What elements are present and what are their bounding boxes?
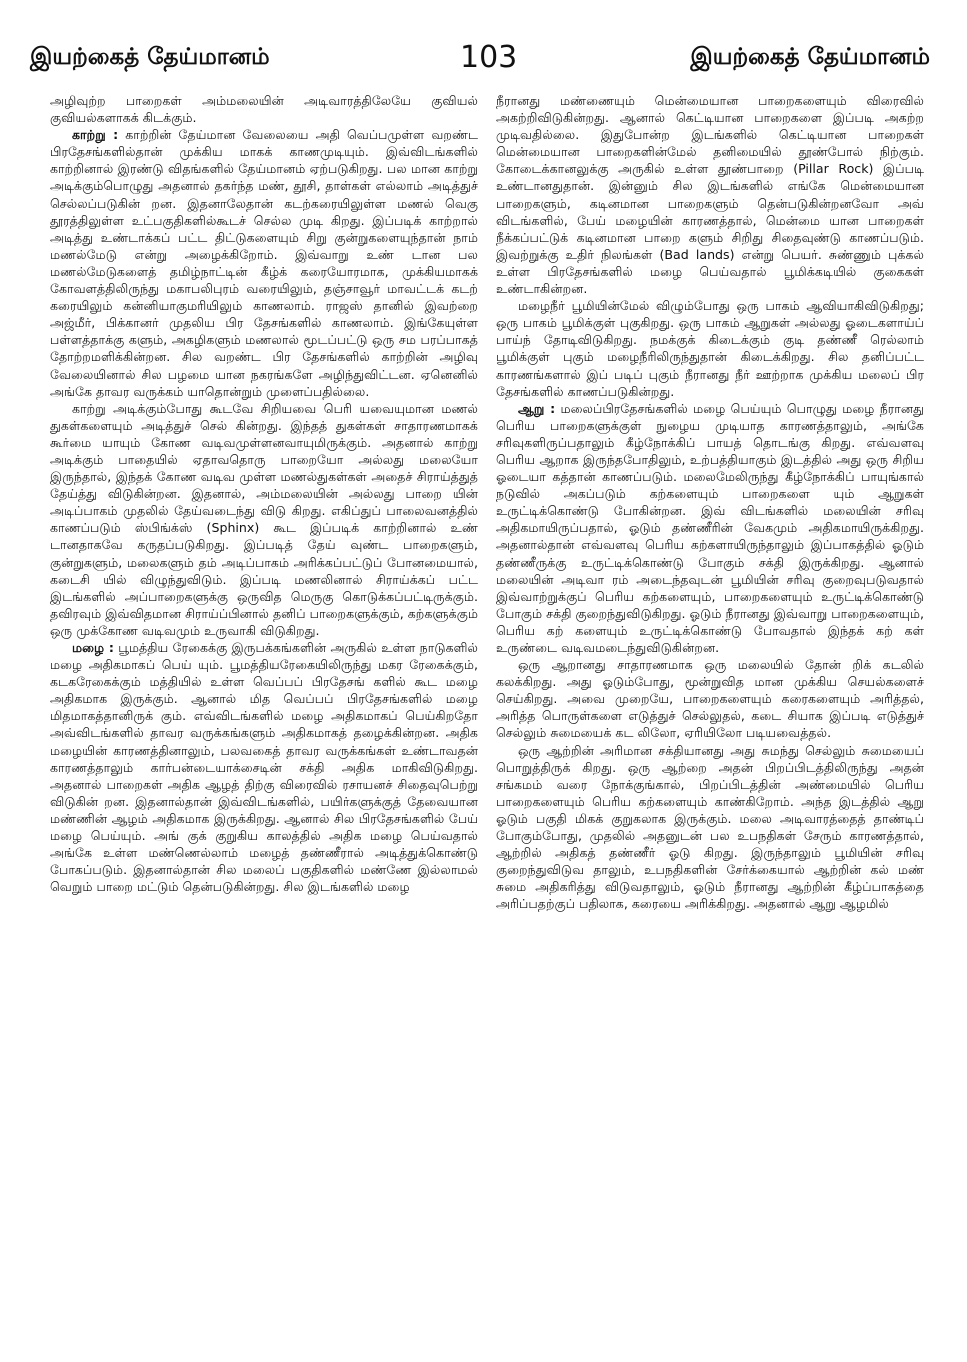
paragraph: நீரானது மண்ணையும் மென்மையான பாறைகளையும் விரைவில் அகற்றிவிடுகின்றது. ஆனால் கெட்டியான பாறைகளை இப்படி அகற்ற முடிவதில்லை. இதுபோன்ற இடங்களில் கெட்டியான பாறைகள் மென்மையான பாறைகளின்மேல் தனிமையில் தூண்போல் நிற்கும். கோடைக்கானலுக்கு அருகில் உள்ள தூண்பாறை (Pillar Rock) இப்படி உண்டானதுதான். இன்னும் சில இடங்களில் எங்கே மென்மையான பாறைகளும், கடினமான பாறைகளும் தென்படுகின்றனவோ அவ் விடங்களில், பேய் மழையின் காரணத்தால், மென்மை யான பாறைகள் நீக்கப்பட்டுக் கடினமான பாறை களும் சிறிது சிதைவுண்டு காணப்படும். இவற்றுக்கு உதிர் நிலங்கள் (Bad lands) என்று பெயர். சுண்ணும் புக்கல் உள்ள பிரதேசங்களில் மழை பெய்வதால் பூமிக்கடியில் குகைகள் உண்டாகின்றன. [496, 93, 924, 297]
section-term: காற்று : [72, 127, 119, 143]
paragraph: காற்று அடிக்கும்போது கூடவே சிறியவை பெரி யவையுமான மணல் துகள்களையும் அடித்துச் செல் கின்றது. இந்தத் துகள்கள் சாதாரணமாகக் கூர்மை யாயும் கோண வடிவமுள்ளனவாயுமிருக்கும். அதனால் காற்று அடிக்கும் பாதையில் ஏதாவதொரு பாறையோ அல்லது மலையோ இருந்தால், இந்தக் கோண வடிவ முள்ள மணல்துகள்கள் அதைச் சிராய்த்துத் தேய்த்து விடுகின்றன. இதனால், அம்மலையின் அல்லது பாறை யின் அடிப்பாகம் முதலில் தேய்வடைந்து விடு கிறது. எகிப்துப் பாலைவனத்தில் காணப்படும் ஸ்பிங்க்ஸ் (Sphinx) கூட இப்படிக் காற்றினால் உண் டானதாகவே கருதப்படுகிறது. இப்படித் தேய் வுண்ட பாறைகளும், குன்றுகளும், மலைகளும் தம் அடிப்பாகம் அரிக்கப்பட்டுப் போனமையால், கடைசி யில் விழுந்துவிடும். இப்படி மணலினால் சிராய்க்கப் பட்ட இடங்களில் அப்பாறைகளுக்கு ஒருவித மெருகு கொடுக்கப்பட்டிருக்கும். தவிரவும் இவ்விதமான சிராய்ப்பினால் தனிப் பாறைகளுக்கும், கற்களுக்கும் ஒரு முக்கோண வடிவமும் உருவாகி விடுகிறது. [50, 400, 478, 638]
paragraph: ஒரு ஆற்றின் அரிமான சக்தியானது அது சுமந்து செல்லும் சுமையைப் பொறுத்திருக் கிறது. ஒரு ஆற்றை அதன் பிறப்பிடத்திலிருந்து அதன் சங்கமம் வரை நோக்குங்கால், பிறப்பிடத்தின் அண்மையில் பெரிய பாறைகளையும் பெரிய கற்களையும் காண்கிறோம். அந்த இடத்தில் ஆறு ஓடும் பகுதி மிகக் குறுகலாக இருக்கும். மலை அடிவாரத்தைத் தாண்டிப் போகும்போது, முதலில் அதனுடன் பல உபநதிகள் சேரும் காரணத்தால், ஆற்றில் அதிகத் தண்ணீர் ஓடு கிறது. இருந்தாலும் பூமியின் சரிவு குறைந்துவிடுவ தாலும், உபநதிகளின் சேர்க்கையால் ஆற்றின் கல் மண் சுமை அதிகரித்து விடுவதாலும், ஓடும் நீரானது ஆற்றின் கீழ்ப்பாகத்தை அரிப்பதற்குப் பதிலாக, கரையை அரிக்கிறது. அதனால் ஆறு ஆழமில் [496, 742, 924, 912]
paragraph: காற்று : காற்றின் தேய்மான வேலையை அதி வெப்பமுள்ள வறண்ட பிரதேசங்களில்தான் முக்கிய மாகக் காணமுடியும். இவ்விடங்களில் காற்றினால் இரண்டு விதங்களில் தேய்மானம் ஏற்படுகிறது. பல மான காற்று அடிக்கும்பொழுது அதனால் தகர்ந்த மண், தூசி, தாள்கள் எல்லாம் அடித்துச் செல்லப்படுகின் றன. இதனாலேதான் கடற்கரையிலுள்ள மணல் வெகு தூரத்திலுள்ள உட்பகுதிகளில்கூடச் செல்ல முடி கிறது. இப்படிக் காற்றால் அடித்து உண்டாக்கப் பட்ட திட்டுகளையும் சிறு குன்றுகளையுந்தான் நாம் மணல்மேடு என்று அழைக்கிறோம். இவ்வாறு உண் டான பல மணல்மேடுகளைத் தமிழ்நாட்டின் கீழ்க் கரையோரமாக, முக்கியமாகக் கோவளத்திலிருந்து மகாபலிபுரம் வரையிலும், தஞ்சாவூர் மாவட்டக் கடற் கரையிலும் கன்னியாகுமரியிலும் காணலாம். ராஜஸ் தானில் இவற்றை அஜ்மீர், பிக்கானர் முதலிய பிர தேசங்களில் காணலாம். இங்கேயுள்ள பள்ளத்தாக்கு களும், அகழிகளும் மணலால் மூடப்பட்டு ஒரு சம பரப்பாகத் தோற்றமளிக்கின்றன. சில வறண்ட பிர தேசங்களில் காற்றின் அழிவு வேலையினால் சில பழமை யான நகரங்களே அழிந்துவிட்டன. ஏனெனில் அங்கே தாவர வருக்கம் யாதொன்றும் முளைப்பதில்லை. [50, 127, 478, 399]
section-term: மழை : [72, 640, 114, 655]
header-left-title: இயற்கைத் தேய்மானம் [30, 44, 270, 70]
right-column [496, 92, 924, 1342]
paragraph: மழைநீர் பூமியின்மேல் விழும்போது ஒரு பாகம் ஆவியாகிவிடுகிறது; ஒரு பாகம் பூமிக்குள் புகுகிறது. ஒரு பாகம் ஆறுகள் அல்லது ஓடைகளாய்ப் பாய்ந் தோடிவிடுகிறது. நமக்குக் கிடைக்கும் குடி தண்ணீ ரெல்லாம் பூமிக்குள் புகும் மழைநீரிலிருந்துதான் கிடைக்கிறது. சில தனிப்பட்ட காரணங்களால் இப் படிப் புகும் நீரானது நீர் ஊற்றாக முக்கிய மலைப் பிர தேசங்களில் காணப்படுகின்றது. [496, 298, 924, 399]
header-right-title: இயற்கைத் தேய்மானம் [690, 44, 930, 70]
paragraph: ஒரு ஆறானது சாதாரணமாக ஒரு மலையில் தோன் றிக் கடலில் கலக்கிறது. அது ஓடும்போது, மூன்றுவித மான முக்கிய செயல்களைச் செய்கிறது. அவை முறையே, பாறைகளையும் கரைகளையும் அரித்தல், அரித்த பொருள்களை எடுத்துச் செல்லுதல், கடை சியாக இப்படி எடுத்துச் செல்லும் சுமையைக் கட லிலோ, ஏரியிலோ படியவைத்தல். [496, 657, 924, 741]
paragraph: அழிவுற்ற பாறைகள் அம்மலையின் அடிவாரத்திலேயே குவியல் குவியல்களாகக் கிடக்கும். [50, 93, 478, 126]
paragraph: ஆறு : மலைப்பிரதேசங்களில் மழை பெய்யும் பொழுது மழை நீரானது பெரிய பாறைகளுக்குள் நுழைய முடியாத காரணத்தாலும், அங்கே சரிவுகளிருப்பதாலும் கீழ்நோக்கிப் பாயத் தொடங்கு கிறது. எவ்வளவு பெரிய ஆறாக இருந்தபோதிலும், உற்பத்தியாகும் இடத்தில் அது ஒரு சிறிய ஓடையா கத்தான் காணப்படும். மலைமேலிருந்து கீழ்நோக்கிப் பாயுங்கால் நடுவில் அகப்படும் கற்களையும் பாறைகளை யும் ஆறுகள் உருட்டிக்கொண்டு போகின்றன. இவ் விடங்களில் மலையின் சரிவு அதிகமாயிருப்பதால், ஓடும் தண்ணீரின் வேகமும் அதிகமாயிருக்கிறது. அதனால்தான் எவ்வளவு பெரிய கற்களாயிருந்தாலும் இப்பாகத்தில் ஓடும் தண்ணீருக்கு உருட்டிக்கொண்டு போகும் சக்தி இருக்கிறது. ஆனால் மலையின் அடிவா ரம் அடைந்தவுடன் பூமியின் சரிவு குறைவுபடுவதால் இவ்வாற்றுக்குப் பெரிய கற்களையும், பாறைகளையும் உருட்டிக்கொண்டு போகும் சக்தி குறைந்துவிடுகிறது. ஓடும் நீரானது இவ்வாறு பாறைகளையும், பெரிய கற் களையும் உருட்டிக்கொண்டு போவதால் இந்தக் கற் கள் உருண்டை வடிவமடைந்துவிடுகின்றன. [496, 400, 924, 655]
section-term: ஆறு : [518, 400, 556, 416]
paragraph: மழை : பூமத்திய ரேகைக்கு இருபக்கங்களின் அருகில் உள்ள நாடுகளில் மழை அதிகமாகப் பெய் யும். பூமத்தியரேகையிலிருந்து மகர ரேகைக்கும், கடகரேகைக்கும் மத்தியில் உள்ள வெப்பப் பிரதேசங் களில் கூட மழை அதிகமாக இருக்கும். ஆனால் மித வெப்பப் பிரதேசங்களில் மழை மிதமாகத்தானிருக் கும். எவ்விடங்களில் மழை அதிகமாகப் பெய்கிறதோ அவ்விடங்களில் தாவர வருக்கங்களும் அதிகமாகத் தழைக்கின்றன. அதிக மழையின் காரணத்தினாலும், பலவகைத் தாவர வருக்கங்கள் உண்டாவதன் காரணத்தாலும் கார்பன்டையாக்சைடின் சக்தி அதிக மாகிவிடுகிறது. அதனால் பாறைகள் அதிக ஆழத் திற்கு விரைவில் ரசாயனச் சிதைவுபெற்று விடுகின் றன. இதனால்தான் இவ்விடங்களில், பயிர்களுக்குத் தேவையான மண்ணின் ஆழம் அதிகமாக இருக்கிறது. ஆனால் சில பிரதேசங்களில் பேய் மழை பெய்யும். அங் குக் குறுகிய காலத்தில் அதிக மழை பெய்வதால் அங்கே உள்ள மண்ணெல்லாம் மழைத் தண்ணீரால் அடித்துக்கொண்டு போகப்படும். இதனால்தான் சில மலைப் பகுதிகளில் மண்ணே இல்லாமல் வெறும் பாறை மட்டும் தென்படுகின்றது. சில இடங்களில் மழை [50, 640, 478, 895]
running-header [30, 40, 930, 80]
page-number: 103 [460, 40, 518, 75]
left-column [50, 92, 478, 1342]
